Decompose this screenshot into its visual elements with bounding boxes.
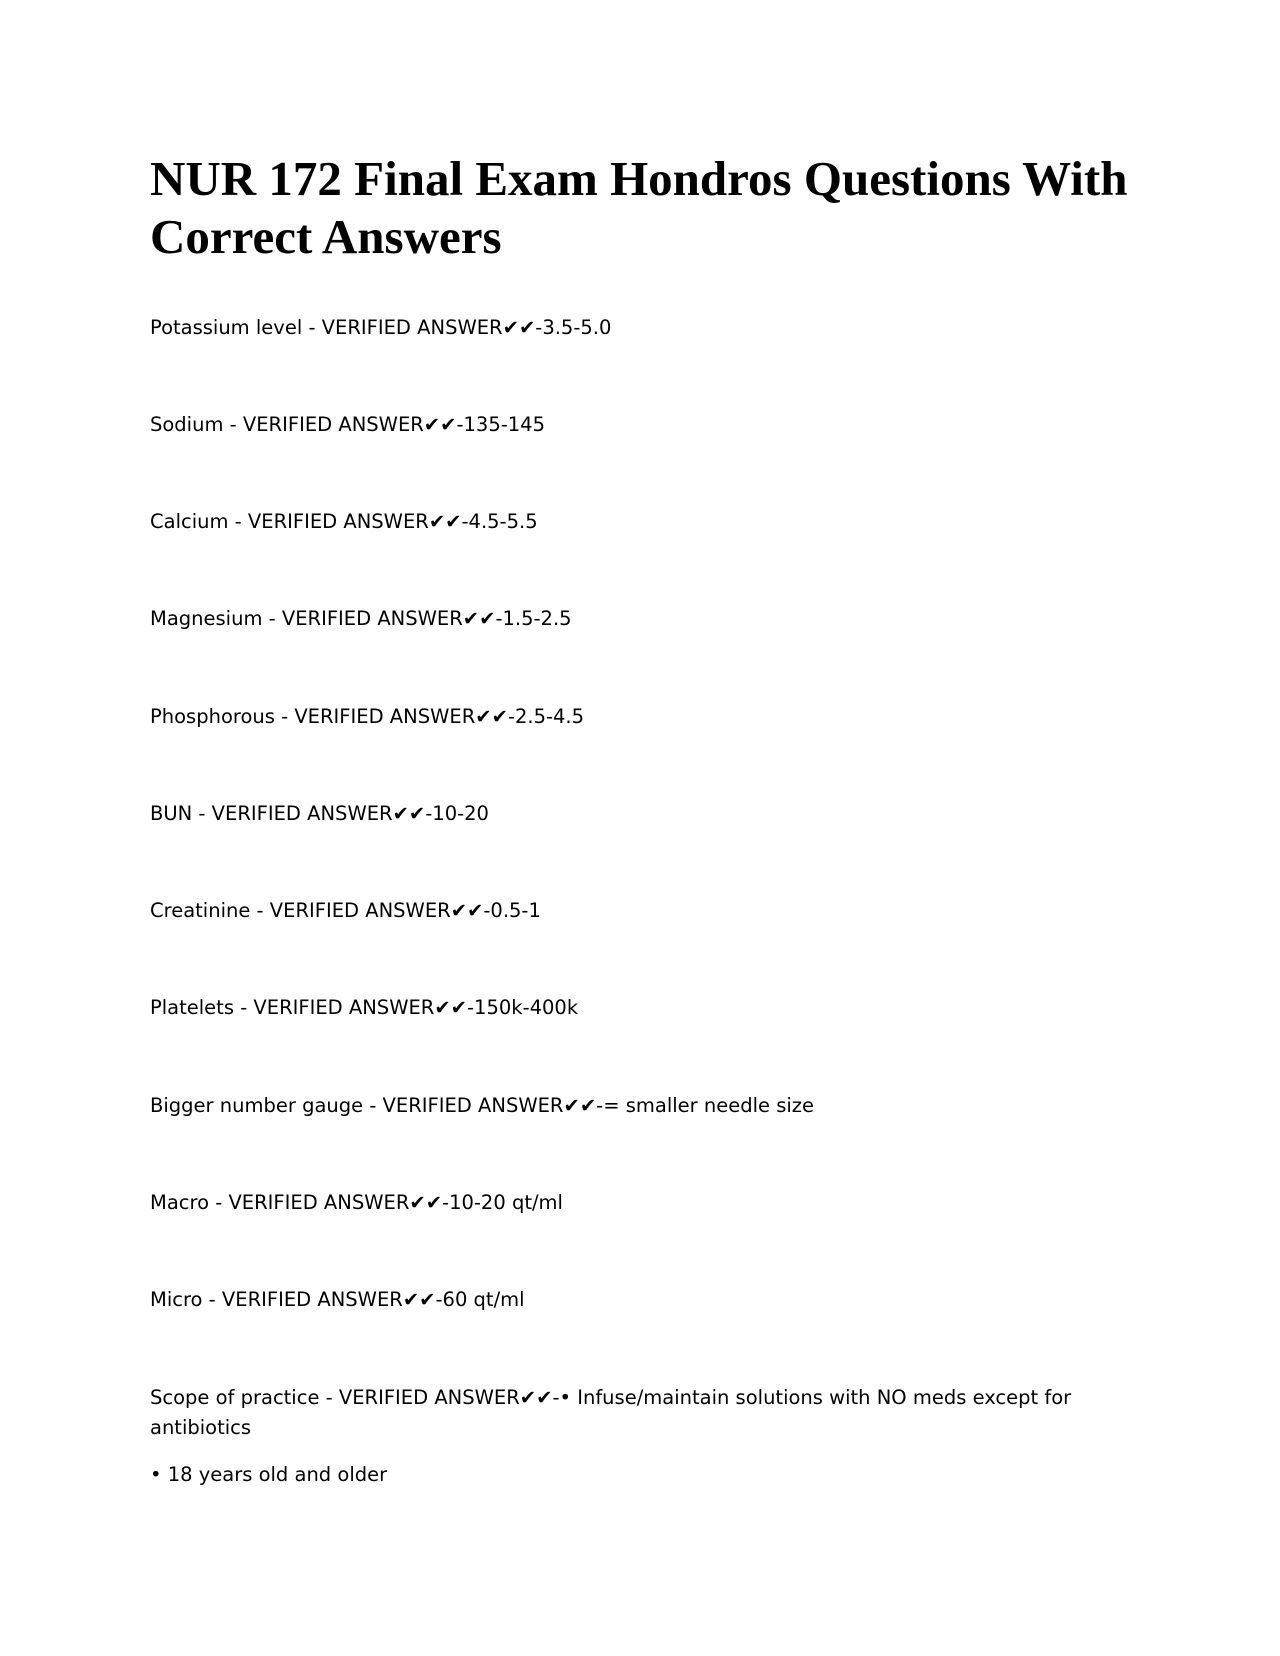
qa-entry-macro: Macro - VERIFIED ANSWER✔✔-10-20 qt/ml [150,1191,563,1214]
qa-entry-magnesium: Magnesium - VERIFIED ANSWER✔✔-1.5-2.5 [150,607,572,630]
qa-entry-phosphorous: Phosphorous - VERIFIED ANSWER✔✔-2.5-4.5 [150,705,585,728]
qa-entry-calcium: Calcium - VERIFIED ANSWER✔✔-4.5-5.5 [150,510,538,533]
qa-entry-micro: Micro - VERIFIED ANSWER✔✔-60 qt/ml [150,1288,525,1311]
qa-entry-needle-gauge: Bigger number gauge - VERIFIED ANSWER✔✔-= smaller needle size [150,1094,815,1117]
document-title: NUR 172 Final Exam Hondros Questions With Correct Answers [150,151,1128,264]
qa-entry-sodium: Sodium - VERIFIED ANSWER✔✔-135-145 [150,413,545,436]
qa-entry-potassium: Potassium level - VERIFIED ANSWER✔✔-3.5-5.0 [150,316,612,339]
qa-entry-creatinine: Creatinine - VERIFIED ANSWER✔✔-0.5-1 [150,899,541,922]
scope-bullet-age: • 18 years old and older [150,1463,388,1486]
qa-entry-platelets: Platelets - VERIFIED ANSWER✔✔-150k-400k [150,996,579,1019]
qa-entry-scope-of-practice: Scope of practice - VERIFIED ANSWER✔✔-• Infuse/maintain solutions with NO meds except for antibiotics [150,1386,1072,1439]
qa-entry-bun: BUN - VERIFIED ANSWER✔✔-10-20 [150,802,489,825]
